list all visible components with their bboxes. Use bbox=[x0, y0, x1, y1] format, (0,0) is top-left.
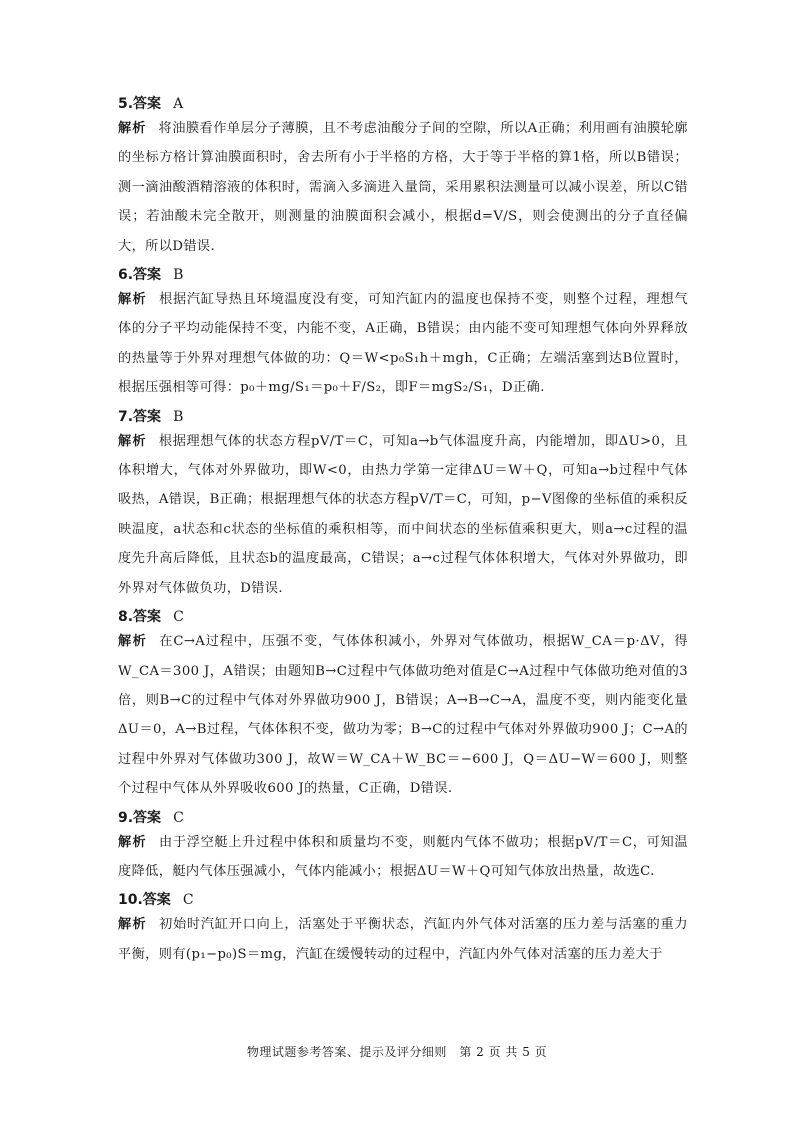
explanation bbox=[118, 114, 688, 261]
answer-heading bbox=[118, 265, 688, 285]
answer-item-8 bbox=[118, 607, 688, 803]
answer-number: 9.答案 bbox=[118, 809, 162, 826]
explanation-text: 在C→A过程中，压强不变，气体体积减小，外界对气体做功，根据W_CA＝p·ΔV，得W_CA＝300 J，A错误；由题知B→C过程中气体做功绝对值是C→A过程中气体做功绝对值的3倍，则B→C的过程中气体对外界做功900 J，B错误；A→B→C→A，温度不变，则内能变化量ΔU＝0，A→B过程，气体体积不变，做功为零；B→C的过程中气体对外界做功900 J；C→A的过程中外界对气体做功300 J，故W＝W_CA＋W_BC＝−600 J，Q＝ΔU−W＝600 J，则整个过程中气体从外界吸收600 J的热量，C正确，D错误. bbox=[118, 634, 688, 797]
answer-list bbox=[118, 94, 688, 973]
page-footer: 物理试题参考答案、提示及评分细则 第 2 页 共 5 页 bbox=[246, 1045, 548, 1059]
answer-heading bbox=[118, 407, 688, 427]
answer-letter: C bbox=[182, 892, 194, 909]
explanation-text: 由于浮空艇上升过程中体积和质量均不变，则艇内气体不做功；根据pV/T＝C，可知温度降低，艇内气体压强减小，气体内能减小；根据ΔU＝W＋Q可知气体放出热量，故选C. bbox=[118, 834, 689, 879]
explanation-label: 解析 bbox=[118, 834, 147, 850]
explanation bbox=[118, 285, 688, 403]
answer-number: 8.答案 bbox=[118, 609, 162, 626]
explanation bbox=[118, 910, 688, 969]
explanation-text: 根据汽缸导热且环境温度没有变，可知汽缸内的温度也保持不变，则整个过程，理想气体的分子平均动能保持不变，内能不变，A正确，B错误；由内能不变可知理想气体向外界释放的热量等于外界对理想气体做的功：Q＝W<p₀S₁h＋mgh，C正确；左端活塞到达B位置时，根据压强相等可得：p₀＋mg/S₁＝p₀＋F/S₂，即F＝mgS₂/S₁，D正确. bbox=[118, 292, 688, 396]
answer-item-9 bbox=[118, 808, 688, 887]
answer-heading bbox=[118, 94, 688, 114]
explanation-label: 解析 bbox=[118, 433, 147, 449]
answer-letter: B bbox=[173, 267, 184, 284]
answer-letter: C bbox=[173, 809, 184, 826]
explanation-label: 解析 bbox=[118, 917, 148, 933]
explanation bbox=[118, 427, 688, 603]
answer-item-5 bbox=[118, 94, 688, 261]
answer-letter: B bbox=[173, 408, 184, 425]
answer-number: 6.答案 bbox=[118, 267, 162, 284]
answer-heading bbox=[118, 607, 688, 627]
answer-heading bbox=[118, 808, 688, 828]
explanation-label: 解析 bbox=[118, 292, 148, 308]
answer-item-7 bbox=[118, 407, 688, 603]
explanation-label: 解析 bbox=[118, 121, 147, 136]
answer-number: 7.答案 bbox=[118, 408, 162, 425]
answer-letter: C bbox=[173, 609, 184, 626]
answer-item-6 bbox=[118, 265, 688, 403]
answer-number: 5.答案 bbox=[118, 96, 162, 112]
explanation-text: 初始时汽缸开口向上，活塞处于平衡状态，汽缸内外气体对活塞的压力差与活塞的重力平衡，则有(p₁−p₀)S＝mg，汽缸在缓慢转动的过程中，汽缸内外气体对活塞的压力差大于 bbox=[118, 917, 688, 962]
answer-number: 10.答案 bbox=[118, 892, 171, 909]
answer-heading bbox=[118, 890, 688, 910]
explanation-text: 将油膜看作单层分子薄膜，且不考虑油酸分子间的空隙，所以A正确；利用画有油膜轮廓的坐标方格计算油膜面积时，舍去所有小于半格的方格，大于等于半格的算1格，所以B错误；测一滴油酸酒精溶液的体积时，需滴入多滴进入量筒，采用累积法测量可以减小误差，所以C错误；若油酸未完全散开，则测量的油膜面积会减小，根据d=V/S，则会使测出的分子直径偏大，所以D错误. bbox=[118, 121, 688, 254]
answer-item-10 bbox=[118, 890, 688, 969]
explanation bbox=[118, 828, 688, 887]
explanation-label: 解析 bbox=[118, 634, 148, 650]
explanation-text: 根据理想气体的状态方程pV/T＝C，可知a→b气体温度升高，内能增加，即ΔU>0，且体积增大，气体对外界做功，即W<0，由热力学第一定律ΔU＝W＋Q，可知a→b过程中气体吸热，A错误，B正确；根据理想气体的状态方程pV/T＝C，可知，p−V图像的坐标值的乘积反映温度，a状态和c状态的坐标值的乘积相等，而中间状态的坐标值乘积更大，则a→c过程的温度先升高后降低，且状态b的温度最高，C错误；a→c过程气体体积增大，气体对外界做功，即外界对气体做负功，D错误. bbox=[118, 433, 688, 596]
explanation bbox=[118, 627, 688, 803]
answer-letter: A bbox=[173, 96, 184, 112]
